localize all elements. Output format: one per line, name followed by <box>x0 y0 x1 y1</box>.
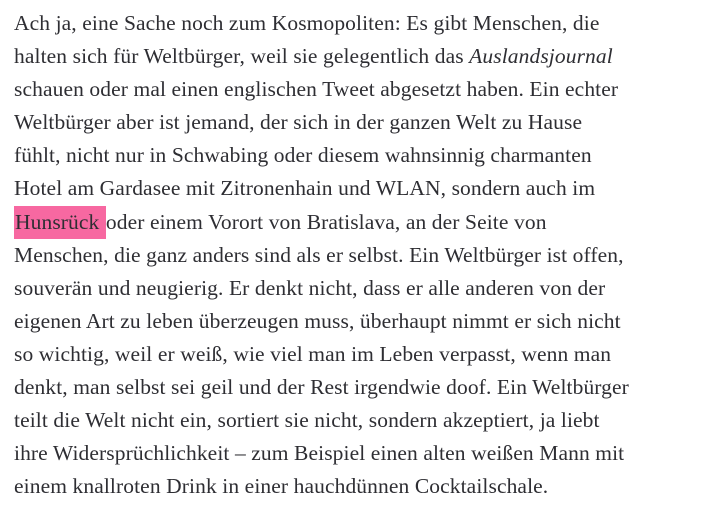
body-text: fühlt, nicht nur in Schwabing oder diesem wahnsinnig charmanten <box>14 143 592 168</box>
text-line <box>14 272 707 305</box>
text-line <box>14 371 707 404</box>
body-text: so wichtig, weil er weiß, wie viel man im Leben verpasst, wenn man <box>14 341 612 366</box>
text-line <box>14 206 707 239</box>
body-text: einem knallroten Drink in einer hauchdünnen Cocktailschale. <box>14 474 549 499</box>
text-line <box>14 172 707 205</box>
body-text: schauen oder mal einen englischen Tweet abgesetzt haben. Ein echter <box>14 77 619 102</box>
text-line <box>14 40 707 73</box>
body-text: eigenen Art zu leben überzeugen muss, überhaupt nimmt er sich nicht <box>14 308 621 333</box>
text-line <box>14 404 707 437</box>
body-text: ihre Widersprüchlichkeit – zum Beispiel einen alten weißen Mann mit <box>14 441 625 466</box>
highlighted-text: Hunsrück <box>14 206 106 239</box>
text-line <box>14 139 707 172</box>
body-text: halten sich für Weltbürger, weil sie gelegentlich das <box>14 44 470 69</box>
italic-text: Auslandsjournal <box>469 44 613 69</box>
text-line <box>14 305 707 338</box>
text-line <box>14 73 707 106</box>
text-line <box>14 7 707 40</box>
body-text: Menschen, die ganz anders sind als er selbst. Ein Weltbürger ist offen, <box>14 242 624 267</box>
body-text: oder einem Vorort von Bratislava, an der Seite von <box>105 209 547 234</box>
body-text: teilt die Welt nicht ein, sortiert sie nicht, sondern akzeptiert, ja liebt <box>14 408 600 433</box>
text-line <box>14 239 707 272</box>
body-text: Ach ja, eine Sache noch zum Kosmopoliten: Es gibt Menschen, die <box>14 11 600 35</box>
text-line <box>14 470 707 503</box>
body-text: souverän und neugierig. Er denkt nicht, dass er alle anderen von der <box>14 275 606 300</box>
text-line <box>14 106 707 139</box>
body-text: Hotel am Gardasee mit Zitronenhain und WLAN, sondern auch im <box>14 176 596 201</box>
body-text: denkt, man selbst sei geil und der Rest irgendwie doof. Ein Weltbürger <box>14 375 629 400</box>
text-line <box>14 437 707 470</box>
text-line <box>14 338 707 371</box>
body-text: Weltbürger aber ist jemand, der sich in der ganzen Welt zu Hause <box>14 110 583 135</box>
